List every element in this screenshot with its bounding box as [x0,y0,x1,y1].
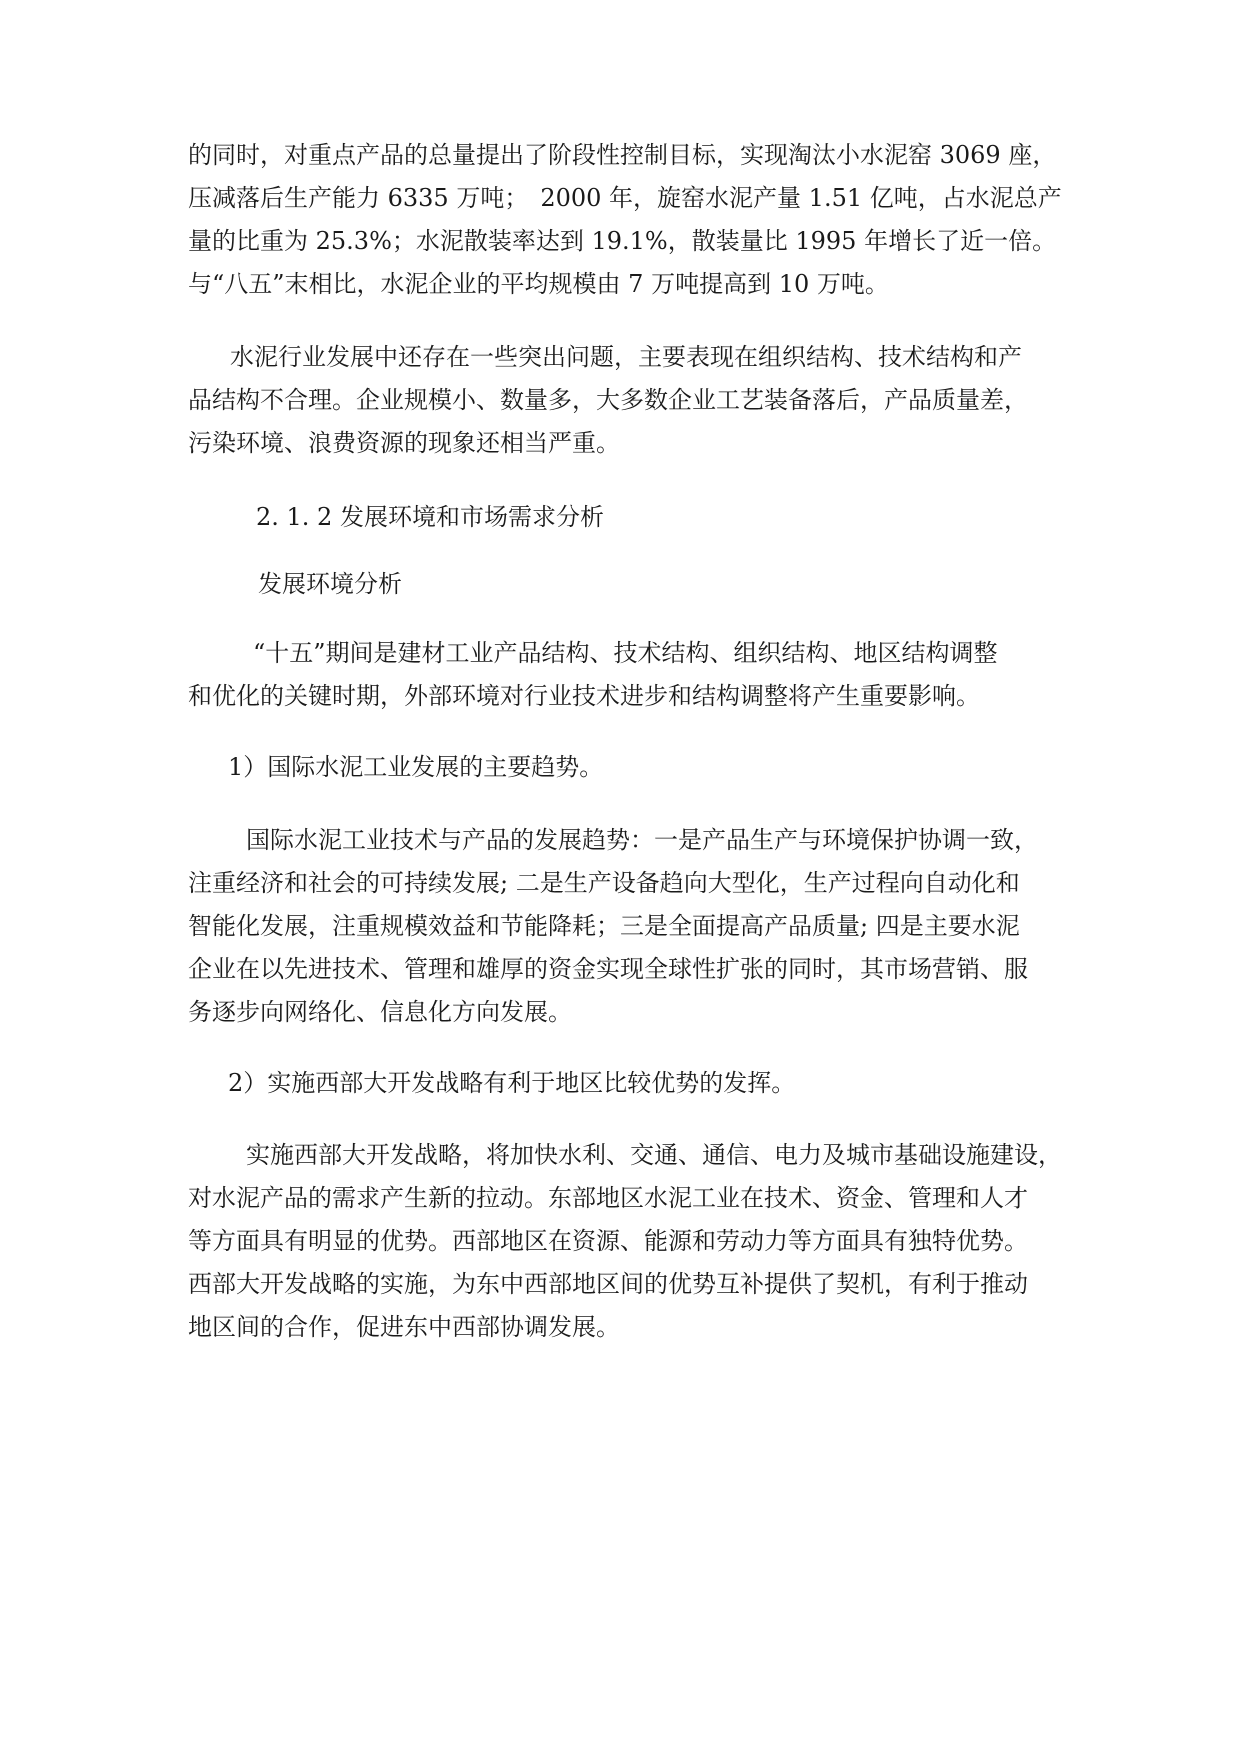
text-line: 等方面具有明显的优势。西部地区在资源、能源和劳动力等方面具有独特优势。 [188,1227,1028,1255]
list-item-heading: 2）实施西部大开发战略有利于地区比较优势的发挥。 [228,1069,796,1097]
text-line: 实施西部大开发战略，将加快水利、交通、通信、电力及城市基础设施建设， [246,1141,1062,1169]
text-line: 的同时，对重点产品的总量提出了阶段性控制目标，实现淘汰小水泥窑 3069 座， [188,141,1057,169]
text-line: 与“八五”末相比，水泥企业的平均规模由 7 万吨提高到 10 万吨。 [188,270,889,298]
text-line: 注重经济和社会的可持续发展; 二是生产设备趋向大型化，生产过程向自动化和 [188,869,1020,897]
text-line: 地区间的合作，促进东中西部协调发展。 [188,1313,620,1341]
text-line: 压减落后生产能力 6335 万吨； 2000 年，旋窑水泥产量 1.51 亿吨，占水泥总产 [188,184,1062,212]
section-heading: 2. 1. 2 发展环境和市场需求分析 [256,503,604,531]
text-line: 品结构不合理。企业规模小、数量多，大多数企业工艺装备落后，产品质量差， [188,386,1028,414]
subsection-heading: 发展环境分析 [258,570,402,598]
text-line: “十五”期间是建材工业产品结构、技术结构、组织结构、地区结构调整 [253,639,998,667]
list-item-heading: 1）国际水泥工业发展的主要趋势。 [228,753,604,781]
text-line: 企业在以先进技术、管理和雄厚的资金实现全球性扩张的同时，其市场营销、服 [188,955,1028,983]
text-line: 水泥行业发展中还存在一些突出问题，主要表现在组织结构、技术结构和产 [230,343,1022,371]
text-line: 国际水泥工业技术与产品的发展趋势：一是产品生产与环境保护协调一致， [246,826,1038,854]
text-line: 污染环境、浪费资源的现象还相当严重。 [188,429,620,457]
text-line: 和优化的关键时期，外部环境对行业技术进步和结构调整将产生重要影响。 [188,682,980,710]
text-line: 西部大开发战略的实施，为东中西部地区间的优势互补提供了契机，有利于推动 [188,1270,1028,1298]
text-line: 量的比重为 25.3%；水泥散装率达到 19.1%，散装量比 1995 年增长了近一倍。 [188,227,1057,255]
text-line: 务逐步向网络化、信息化方向发展。 [188,998,572,1026]
text-line: 智能化发展，注重规模效益和节能降耗；三是全面提高产品质量; 四是主要水泥 [188,912,1020,940]
text-line: 对水泥产品的需求产生新的拉动。东部地区水泥工业在技术、资金、管理和人才 [188,1184,1028,1212]
